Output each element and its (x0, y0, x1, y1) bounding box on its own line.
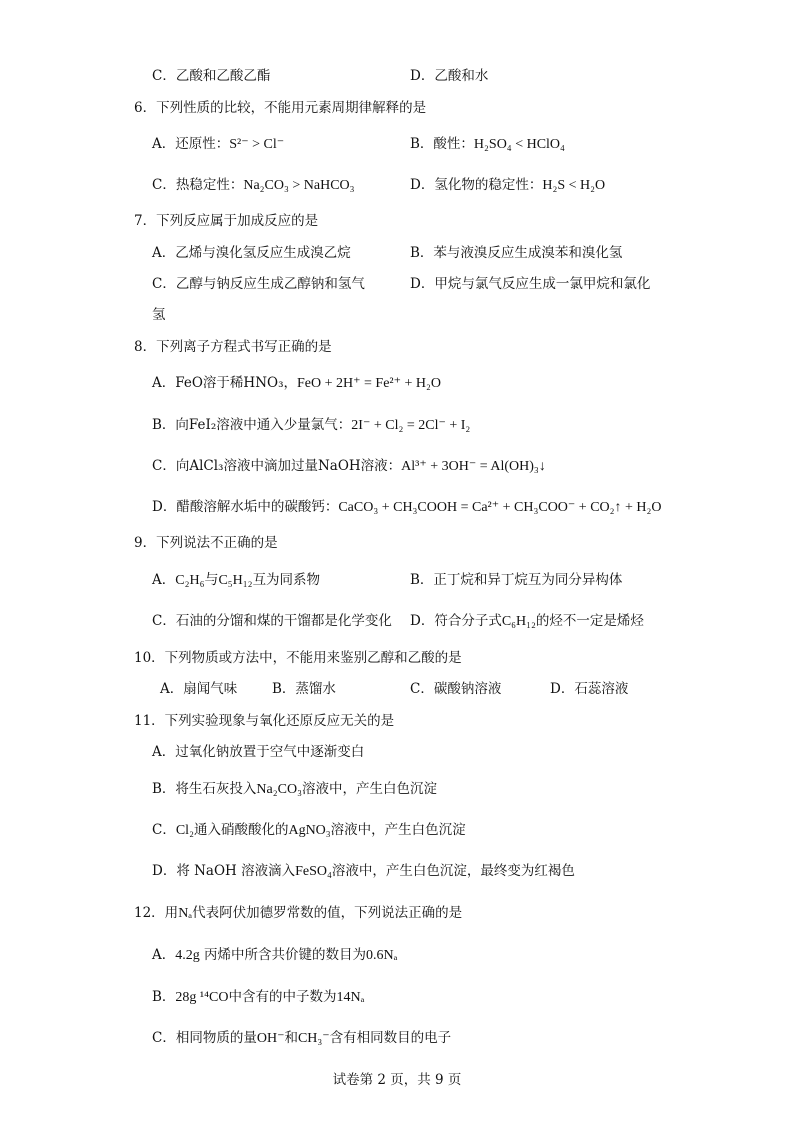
q6-stem: 6．下列性质的比较，不能用元素周期律解释的是 (134, 100, 427, 116)
q12-option-a-pre: A． (152, 947, 176, 963)
q12-option-b (152, 987, 364, 1008)
q9-option-d (410, 611, 644, 632)
q9-option-b: B．正丁烷和异丁烷互为同分异构体 (410, 572, 623, 588)
q11-option-d-post: 溶液中，产生白色沉淀，最终变为红褐色 (331, 863, 575, 879)
q6-option-c-formula: Na₂CO₃ > NaHCO₃ (243, 178, 355, 193)
q6-option-a (152, 134, 284, 155)
q8-option-a-label: A． (152, 375, 176, 391)
q6-option-d (410, 175, 605, 196)
q8-option-b-equation: 2I⁻ + Cl₂ = 2Cl⁻ + I₂ (351, 418, 471, 433)
q12-option-b-value: 14Nₐ (336, 990, 365, 1005)
q12-stem-pre: 12．用 (134, 905, 179, 921)
q12-option-c (152, 1028, 451, 1049)
q11-option-d-pre: D．将 NaOH 溶液滴入 (152, 863, 296, 879)
q12-option-a (152, 945, 398, 966)
q6-option-d-formula: H₂S < H₂O (542, 178, 606, 193)
q6-option-b (410, 134, 565, 155)
q11-option-c-post: 溶液中，产生白色沉淀 (330, 822, 466, 838)
q10-option-a: A．扇闻气味 (160, 681, 238, 697)
q9-option-a-label: A． (152, 572, 176, 588)
q7-option-d-continued: 氢 (152, 307, 166, 323)
q8-option-d (152, 497, 662, 518)
q12-option-c-formula-2: CH₃⁻ (297, 1031, 330, 1046)
q9-option-d-label: D．符合分子式 (410, 613, 502, 629)
q9-option-a-formula: C₂H₆与C₅H₁₂ (175, 573, 253, 588)
q6-option-b-formula: H₂SO₄ < HClO₄ (473, 137, 565, 152)
q11-option-c-mid: 通入硝酸酸化的 (193, 822, 289, 838)
q12-option-b-formula: 28g ¹⁴CO (175, 990, 229, 1005)
q12-option-c-post: 含有相同数目的电子 (329, 1030, 452, 1046)
q9-stem: 9．下列说法不正确的是 (134, 535, 278, 551)
q11-option-d-formula: FeSO₄ (295, 864, 332, 879)
q8-option-b (152, 415, 470, 436)
q11-option-c-formula-1: Cl₂ (175, 823, 194, 838)
q11-stem: 11．下列实验现象与氧化还原反应无关的是 (134, 713, 395, 729)
q11-option-b-formula: Na₂CO₃ (256, 782, 302, 797)
q11-option-b-pre: B．将生石灰投入 (152, 781, 257, 797)
q7-option-a: A．乙烯与溴化氢反应生成溴乙烷 (152, 245, 351, 261)
q10-stem: 10．下列物质或方法中，不能用来鉴别乙醇和乙酸的是 (134, 650, 462, 666)
q11-option-a: A．过氧化钠放置于空气中逐渐变白 (152, 744, 365, 760)
q10-option-c: C．碳酸钠溶液 (410, 681, 502, 697)
q8-option-d-text: D．醋酸溶解水垢中的碳酸钙： (152, 499, 339, 515)
q11-option-c-pre: C． (152, 822, 176, 838)
q9-option-c: C．石油的分馏和煤的干馏都是化学变化 (152, 613, 392, 629)
q8-option-c-text: C．向AlCl₃溶液中滴加过量NaOH溶液： (152, 458, 402, 474)
q7-option-c: C．乙醇与钠反应生成乙醇钠和氢气 (152, 276, 365, 292)
q11-option-b-post: 溶液中，产生白色沉淀 (301, 781, 437, 797)
q8-option-b-text: B．向FeI₂溶液中通入少量氯气： (152, 417, 352, 433)
q6-option-c-label: C．热稳定性： (152, 177, 244, 193)
page-footer: 试卷第 2 页，共 9 页 (332, 1072, 462, 1088)
q12-option-c-pre: C．相同物质的量 (152, 1030, 257, 1046)
q6-option-a-formula: S²⁻ > Cl⁻ (229, 137, 285, 152)
q9-option-a (152, 570, 320, 591)
q11-option-c (152, 820, 466, 841)
q12-option-b-mid: 中含有的中子数为 (228, 989, 337, 1005)
q12-option-a-value: 0.6Nₐ (366, 948, 398, 963)
q11-option-d (152, 861, 575, 882)
q11-option-b (152, 779, 437, 800)
q9-option-a-text: 互为同系物 (252, 572, 321, 588)
q12-stem-post: 代表阿伏加德罗常数的值，下列说法正确的是 (192, 905, 463, 921)
q6-option-d-label: D．氢化物的稳定性： (410, 177, 543, 193)
q12-stem-formula: Nₐ (178, 906, 193, 921)
q5-option-c: C．乙酸和乙酸乙酯 (152, 68, 271, 84)
q12-option-a-mid: 丙烯中所含共价键的数目为 (204, 947, 367, 963)
q6-option-a-label: A．还原性： (152, 136, 230, 152)
q8-option-d-equation: CaCO₃ + CH₃COOH = Ca²⁺ + CH₃COO⁻ + CO₂↑ + H₂O (338, 500, 662, 515)
q7-option-b: B．苯与液溴反应生成溴苯和溴化氢 (410, 245, 623, 261)
q6-option-b-label: B．酸性： (410, 136, 474, 152)
q7-option-d: D．甲烷与氯气反应生成一氯甲烷和氯化 (410, 276, 651, 292)
q8-option-c-equation: Al³⁺ + 3OH⁻ = Al(OH)₃↓ (401, 459, 546, 474)
q12-stem (134, 903, 462, 924)
q8-option-a (152, 373, 441, 394)
q10-option-b: B．蒸馏水 (272, 681, 336, 697)
q8-option-a-equation: FeO + 2H⁺ = Fe²⁺ + H₂O (297, 376, 442, 391)
q9-option-d-formula: C₆H₁₂ (501, 614, 536, 629)
q10-option-d: D．石蕊溶液 (550, 681, 629, 697)
q5-option-d: D．乙酸和水 (410, 68, 489, 84)
q7-stem: 7．下列反应属于加成反应的是 (134, 213, 319, 229)
q9-option-d-text: 的烃不一定是烯烃 (535, 613, 644, 629)
q6-option-c (152, 175, 355, 196)
q8-option-c (152, 456, 546, 477)
q11-option-c-formula-2: AgNO₃ (288, 823, 331, 838)
q8-option-a-text: FeO溶于稀HNO₃， (175, 375, 298, 391)
q12-option-c-mid: 和 (284, 1030, 298, 1046)
q12-option-c-formula-1: OH⁻ (256, 1031, 285, 1046)
q12-option-b-pre: B． (152, 989, 176, 1005)
q12-option-a-mass: 4.2g (175, 948, 200, 963)
q8-stem: 8．下列离子方程式书写正确的是 (134, 339, 332, 355)
